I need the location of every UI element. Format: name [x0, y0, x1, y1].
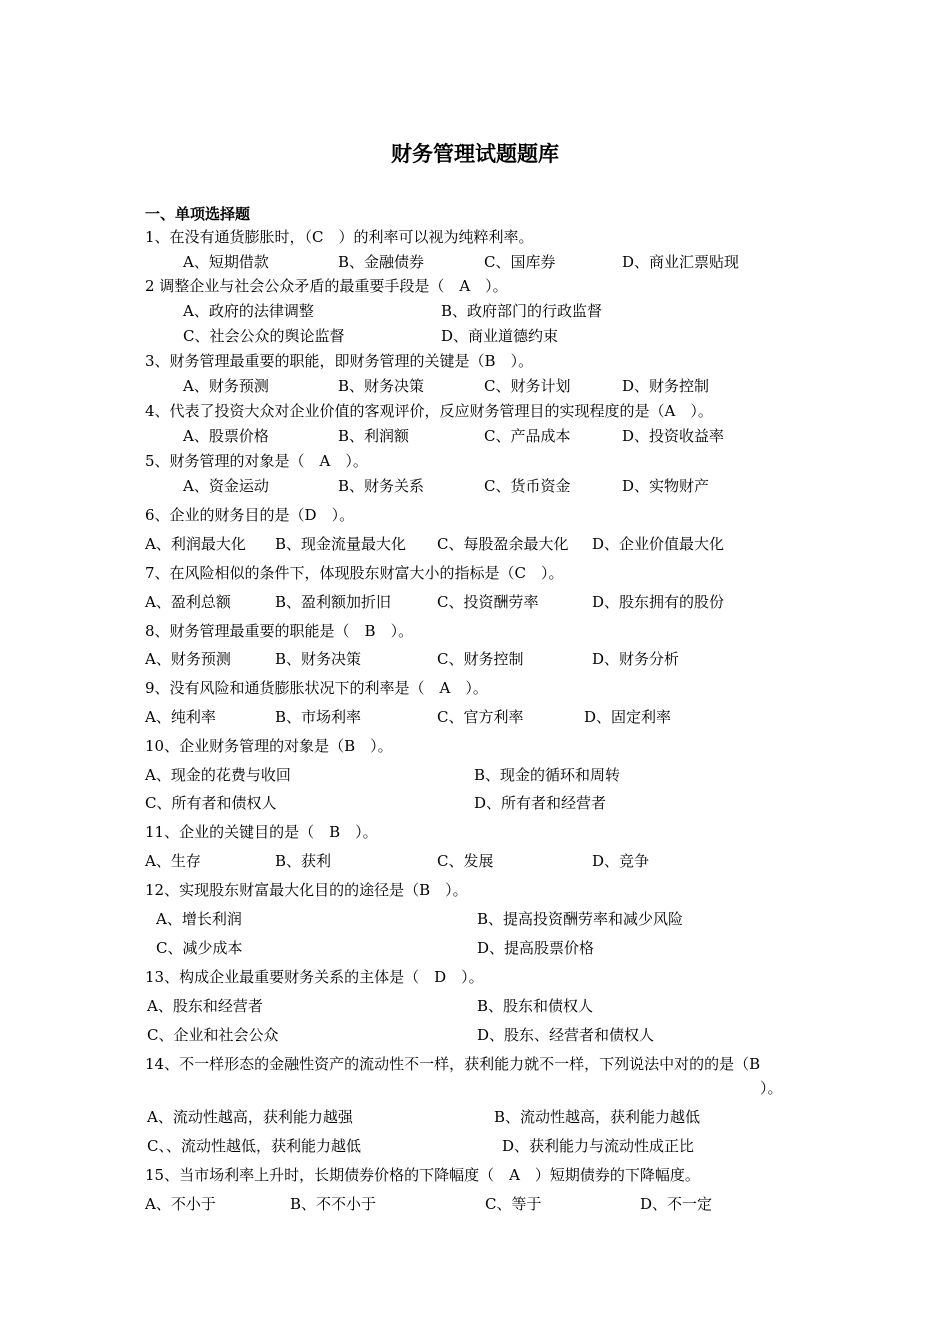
- question-3: 3、财务管理最重要的职能，即财务管理的关键是（B ）。: [145, 352, 534, 370]
- question-5: 5、财务管理的对象是（ A ）。: [145, 452, 368, 470]
- q5-option-d: D、实物财产: [622, 477, 710, 495]
- q4-option-b: B、利润额: [338, 427, 410, 445]
- question-11: 11、企业的关键目的是（ B ）。: [145, 823, 378, 841]
- q14-option-c: C、、流动性越低，获利能力越低: [147, 1137, 361, 1155]
- q6-option-b: B、现金流量最大化: [275, 535, 407, 553]
- q3-option-a: A、财务预测: [183, 377, 269, 395]
- q8-option-d: D、财务分析: [592, 650, 680, 668]
- q8-option-a: A、财务预测: [145, 650, 231, 668]
- q3-option-b: B、财务决策: [338, 377, 425, 395]
- q11-option-c: C、发展: [437, 852, 494, 870]
- question-14-continuation: ）。: [760, 1079, 783, 1097]
- q4-option-d: D、投资收益率: [622, 427, 725, 445]
- q5-option-b: B、财务关系: [338, 477, 425, 495]
- q2-option-b: B、政府部门的行政监督: [441, 302, 603, 320]
- q15-option-d: D、不一定: [640, 1195, 713, 1213]
- question-12: 12、实现股东财富最大化目的的途径是（B ）。: [145, 881, 468, 899]
- q14-option-a: A、流动性越高，获利能力越强: [147, 1108, 353, 1126]
- q2-option-a: A、政府的法律调整: [183, 302, 314, 320]
- question-13: 13、构成企业最重要财务关系的主体是（ D ）。: [145, 968, 484, 986]
- question-1: 1、在没有通货膨胀时，（C ）的利率可以视为纯粹利率。: [145, 228, 534, 246]
- q7-option-c: C、投资酬劳率: [437, 593, 539, 611]
- question-7: 7、在风险相似的条件下，体现股东财富大小的指标是（C ）。: [145, 564, 564, 582]
- q15-option-b: B、不不小于: [290, 1195, 377, 1213]
- q12-option-b: B、提高投资酬劳率和减少风险: [477, 910, 684, 928]
- q9-option-d: D、固定利率: [584, 708, 672, 726]
- q1-option-a: A、短期借款: [183, 253, 269, 271]
- q9-option-b: B、市场利率: [275, 708, 362, 726]
- q6-option-a: A、利润最大化: [145, 535, 246, 553]
- q10-option-a: A、现金的花费与收回: [145, 766, 291, 784]
- q1-option-d: D、商业汇票贴现: [622, 253, 740, 271]
- q7-option-a: A、盈利总额: [145, 593, 231, 611]
- q15-option-c: C、等于: [485, 1195, 542, 1213]
- question-9: 9、没有风险和通货膨胀状况下的利率是（ A ）。: [145, 679, 488, 697]
- question-8: 8、财务管理最重要的职能是（ B ）。: [145, 622, 414, 640]
- q14-option-b: B、流动性越高，获利能力越低: [494, 1108, 701, 1126]
- q12-option-c: C、减少成本: [156, 939, 243, 957]
- q10-option-d: D、所有者和经营者: [474, 794, 607, 812]
- question-6: 6、企业的财务目的是（D ）。: [145, 506, 355, 524]
- q13-option-c: C、企业和社会公众: [147, 1026, 279, 1044]
- q15-option-a: A、不小于: [145, 1195, 216, 1213]
- q8-option-c: C、财务控制: [437, 650, 524, 668]
- question-15: 15、当市场利率上升时，长期债券价格的下降幅度（ A ）短期债券的下降幅度。: [145, 1166, 700, 1184]
- section-heading: 一、单项选择题: [145, 205, 251, 223]
- q1-option-b: B、金融债券: [338, 253, 425, 271]
- q14-option-d: D、获利能力与流动性成正比: [502, 1137, 695, 1155]
- document-title: 财务管理试题题库: [391, 141, 559, 166]
- q13-option-a: A、股东和经营者: [147, 997, 263, 1015]
- q6-option-d: D、企业价值最大化: [592, 535, 725, 553]
- question-14: 14、不一样形态的金融性资产的流动性不一样，获利能力就不一样，下列说法中对的的是（B: [145, 1055, 761, 1073]
- q2-option-d: D、商业道德约束: [441, 327, 559, 345]
- q13-option-d: D、股东、经营者和债权人: [477, 1026, 655, 1044]
- q5-option-a: A、资金运动: [183, 477, 269, 495]
- q12-option-a: A、增长利润: [156, 910, 242, 928]
- q13-option-b: B、股东和债权人: [477, 997, 594, 1015]
- q10-option-b: B、现金的循环和周转: [474, 766, 621, 784]
- q3-option-c: C、财务计划: [484, 377, 571, 395]
- q1-option-c: C、国库券: [484, 253, 556, 271]
- q5-option-c: C、货币资金: [484, 477, 571, 495]
- q3-option-d: D、财务控制: [622, 377, 710, 395]
- q6-option-c: C、每股盈余最大化: [437, 535, 569, 553]
- question-2: 2 调整企业与社会公众矛盾的最重要手段是（ A ）。: [145, 277, 508, 295]
- q2-option-c: C、社会公众的舆论监督: [183, 327, 345, 345]
- question-4: 4、代表了投资大众对企业价值的客观评价，反应财务管理目的实现程度的是（A ）。: [145, 402, 713, 420]
- q9-option-c: C、官方利率: [437, 708, 524, 726]
- q12-option-d: D、提高股票价格: [477, 939, 595, 957]
- q4-option-a: A、股票价格: [183, 427, 269, 445]
- q11-option-a: A、生存: [145, 852, 201, 870]
- question-10: 10、企业财务管理的对象是（B ）。: [145, 737, 393, 755]
- q7-option-d: D、股东拥有的股份: [592, 593, 725, 611]
- q9-option-a: A、纯利率: [145, 708, 216, 726]
- q4-option-c: C、产品成本: [484, 427, 571, 445]
- q7-option-b: B、盈利额加折旧: [275, 593, 392, 611]
- q10-option-c: C、所有者和债权人: [145, 794, 277, 812]
- q8-option-b: B、财务决策: [275, 650, 362, 668]
- q11-option-b: B、获利: [275, 852, 332, 870]
- q11-option-d: D、竞争: [592, 852, 650, 870]
